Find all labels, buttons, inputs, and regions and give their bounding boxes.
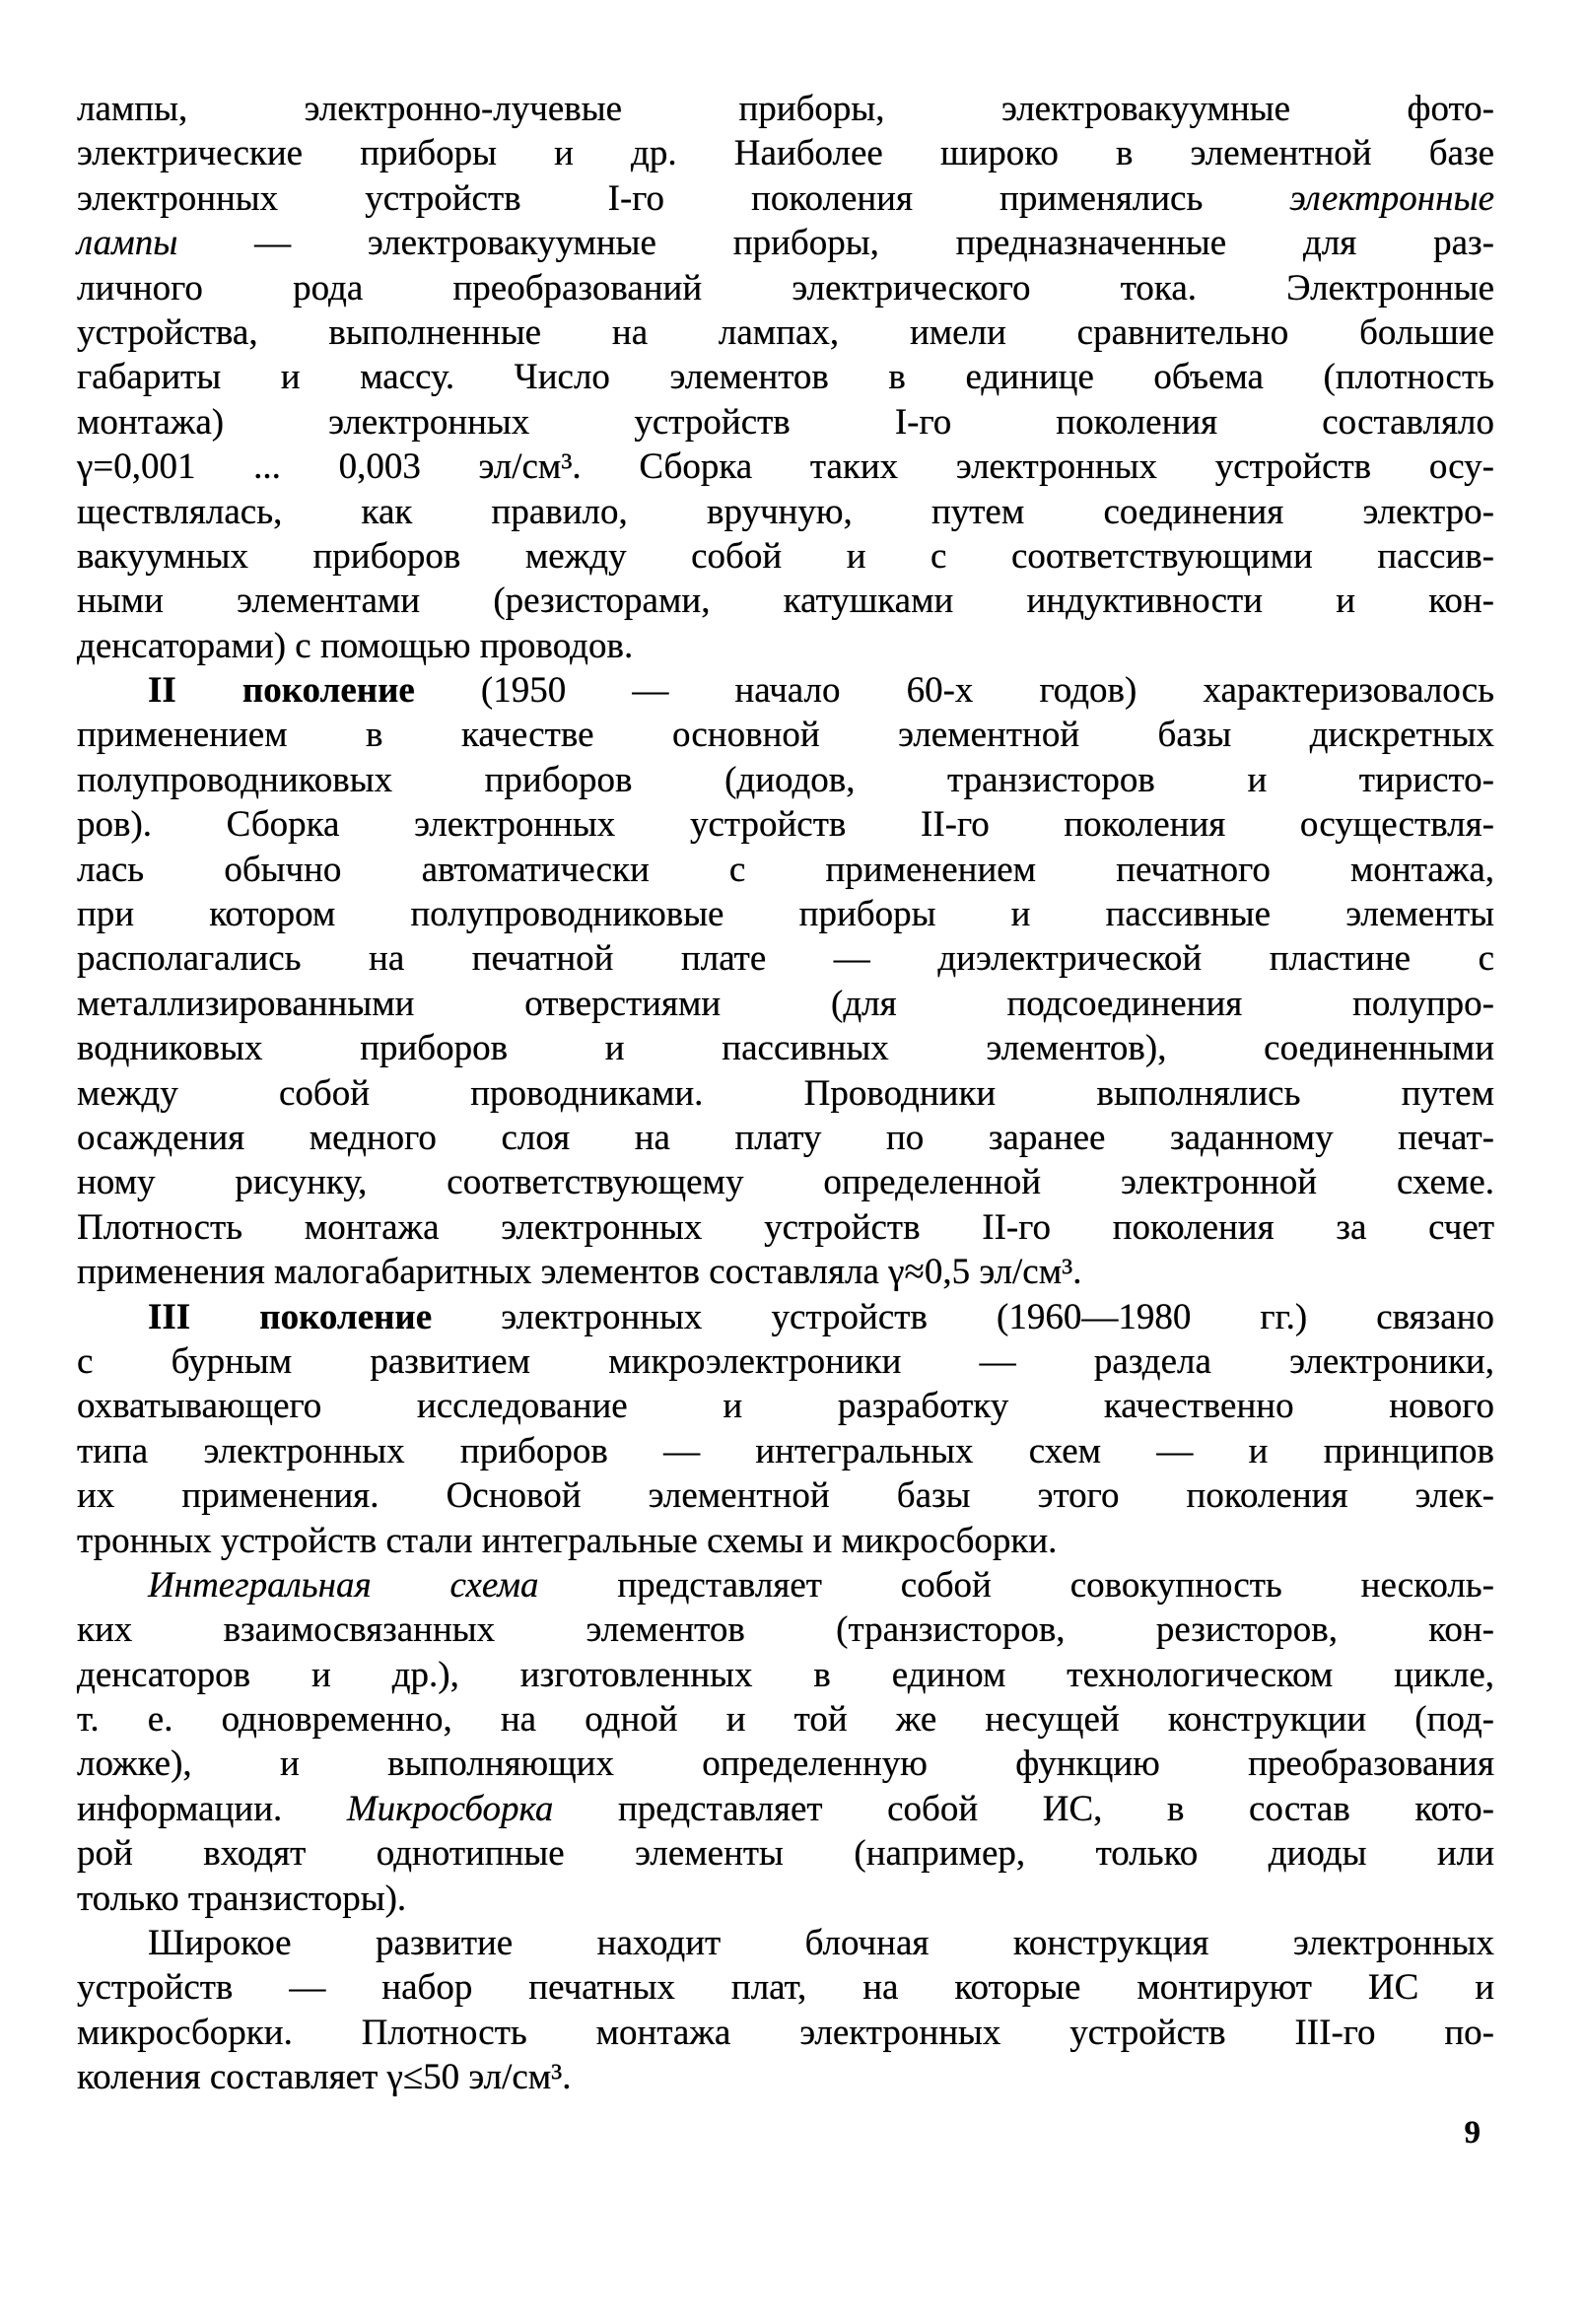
text-line (77, 1295, 1494, 1339)
text-line (77, 1116, 1494, 1160)
text-segment: денсаторов и др.), изготовленных в едином технологическом цикле, (77, 1654, 1494, 1695)
text-line (77, 1384, 1494, 1428)
text-segment: электронных устройств (1960—1980 гг.) связано (432, 1296, 1494, 1337)
text-line (77, 936, 1494, 981)
text-segment: тронных устройств стали интегральные схемы и микросборки. (77, 1520, 1058, 1561)
text-line (77, 1607, 1494, 1652)
text-segment: типа электронных приборов — интегральных схем — и принципов (77, 1430, 1494, 1471)
text-segment: — электровакуумные приборы, предназначенные для раз- (177, 223, 1494, 264)
text-line (77, 1697, 1494, 1742)
text-line (77, 176, 1494, 221)
text-segment: осаждения медного слоя на плату по заранее заданному печат- (77, 1117, 1494, 1158)
text-line (77, 848, 1494, 892)
paragraph (77, 87, 1494, 668)
text-segment: денсаторами) с помощью проводов. (77, 625, 634, 666)
text-segment: электрические приборы и др. Наиболее широко в элементной базе (77, 133, 1494, 174)
text-line (77, 2011, 1494, 2055)
text-line (77, 1205, 1494, 1250)
text-line (77, 1742, 1494, 1786)
text-segment: ких взаимосвязанных элементов (транзисторов, резисторов, кон- (77, 1609, 1494, 1651)
text-segment: с бурным развитием микроэлектроники — раздела электроники, (77, 1340, 1494, 1382)
text-segment-bold: III поколение (148, 1296, 433, 1337)
text-line (77, 1339, 1494, 1384)
text-line (77, 1831, 1494, 1876)
paragraph (77, 1563, 1494, 1921)
text-segment: представляет собой ИС, в состав кото- (553, 1788, 1494, 1829)
page-number: 9 (1464, 2115, 1481, 2151)
text-line (77, 1653, 1494, 1697)
text-segment: охватывающего исследование и разработку качественно нового (77, 1386, 1494, 1427)
text-segment-italic: Интегральная схема (148, 1564, 539, 1606)
text-segment: их применения. Основой элементной базы этого поколения элек- (77, 1475, 1494, 1517)
paragraph (77, 1295, 1494, 1563)
text-line (77, 1160, 1494, 1204)
text-segment: (1950 — начало 60-х годов) характеризовалось (414, 670, 1494, 712)
text-line (77, 1877, 1494, 1921)
text-segment: водниковых приборов и пассивных элементов), соединенными (77, 1028, 1494, 1069)
text-line (77, 87, 1494, 131)
text-segment: γ=0,001 ... 0,003 эл/см³. Сборка таких электронных устройств осу- (77, 446, 1494, 488)
text-line (77, 624, 1494, 668)
text-segment-italic: Микросборка (346, 1788, 554, 1829)
text-segment: ному рисунку, соответствующему определенной электронной схеме. (77, 1162, 1494, 1203)
text-segment: только транзисторы). (77, 1878, 407, 1919)
text-segment: ложке), и выполняющих определенную функцию преобразования (77, 1743, 1494, 1785)
text-segment: применением в качестве основной элементной базы дискретных (77, 715, 1494, 756)
paragraph (77, 668, 1494, 1294)
text-line (77, 2055, 1494, 2099)
text-segment: информации. (77, 1788, 347, 1829)
text-segment: Широкое развитие находит блочная конструкция электронных (148, 1923, 1494, 1964)
text-line (77, 802, 1494, 847)
text-segment: ществлялась, как правило, вручную, путем соединения электро- (77, 491, 1494, 532)
text-line (77, 534, 1494, 579)
text-line (77, 1473, 1494, 1518)
text-segment: лампы, электронно-лучевые приборы, электровакуумные фото- (77, 89, 1494, 129)
text-line (77, 1250, 1494, 1294)
text-line (77, 892, 1494, 936)
text-segment: габариты и массу. Число элементов в единице объема (плотность (77, 357, 1494, 398)
text-segment: устройств — набор печатных плат, на которые монтируют ИС и (77, 1967, 1494, 2009)
text-segment: устройства, выполненные на лампах, имели сравнительно большие (77, 311, 1494, 353)
text-segment-italic: лампы (77, 223, 178, 264)
text-segment: личного рода преобразований электрического тока. Электронные (77, 267, 1494, 308)
text-line (77, 355, 1494, 399)
text-segment: микросборки. Плотность монтажа электронных устройств III-го по- (77, 2012, 1494, 2053)
text-segment: ров). Сборка электронных устройств II-го поколения осуществля- (77, 804, 1494, 846)
text-segment: рой входят однотипные элементы (например, только диоды или (77, 1833, 1494, 1875)
text-segment: вакуумных приборов между собой и с соответствующими пассив- (77, 535, 1494, 577)
text-segment: Плотность монтажа электронных устройств II-го поколения за счет (77, 1206, 1494, 1248)
text-segment: между собой проводниками. Проводники выполнялись путем (77, 1072, 1494, 1114)
page-text (77, 87, 1494, 2100)
text-line (77, 1563, 1494, 1607)
paragraph (77, 1921, 1494, 2100)
text-line (77, 1071, 1494, 1116)
text-line (77, 668, 1494, 713)
text-segment: при котором полупроводниковые приборы и пассивные элементы (77, 894, 1494, 935)
text-line (77, 221, 1494, 265)
text-segment: монтажа) электронных устройств I-го поколения составляло (77, 401, 1494, 443)
text-segment: полупроводниковых приборов (диодов, транзисторов и тиристо- (77, 759, 1494, 800)
text-segment: коления составляет γ≤50 эл/см³. (77, 2057, 572, 2098)
text-segment: лась обычно автоматически с применением печатного монтажа, (77, 849, 1494, 890)
text-segment: металлизированными отверстиями (для подсоединения полупро- (77, 983, 1494, 1024)
text-line (77, 982, 1494, 1026)
text-line (77, 1429, 1494, 1473)
text-line (77, 310, 1494, 355)
text-line (77, 1921, 1494, 1965)
text-line (77, 490, 1494, 534)
text-segment: представляет собой совокупность несколь- (538, 1564, 1494, 1606)
text-line (77, 1965, 1494, 2010)
text-line (77, 713, 1494, 757)
text-segment: т. е. одновременно, на одной и той же несущей конструкции (под- (77, 1699, 1494, 1741)
text-segment: располагались на печатной плате — диэлектрической пластине с (77, 938, 1494, 980)
text-segment: электронных устройств I-го поколения применялись (77, 177, 1290, 219)
text-line (77, 400, 1494, 444)
text-line (77, 1519, 1494, 1563)
text-segment: ными элементами (резисторами, катушками индуктивности и кон- (77, 581, 1494, 622)
text-line (77, 1787, 1494, 1831)
text-line (77, 444, 1494, 489)
text-segment: применения малогабаритных элементов составляла γ≈0,5 эл/см³. (77, 1252, 1082, 1293)
text-line (77, 266, 1494, 310)
text-line (77, 579, 1494, 623)
text-segment-bold: II поколение (148, 670, 415, 712)
text-line (77, 131, 1494, 175)
text-line (77, 758, 1494, 802)
text-segment-italic: электронные (1289, 177, 1494, 219)
text-line (77, 1026, 1494, 1070)
